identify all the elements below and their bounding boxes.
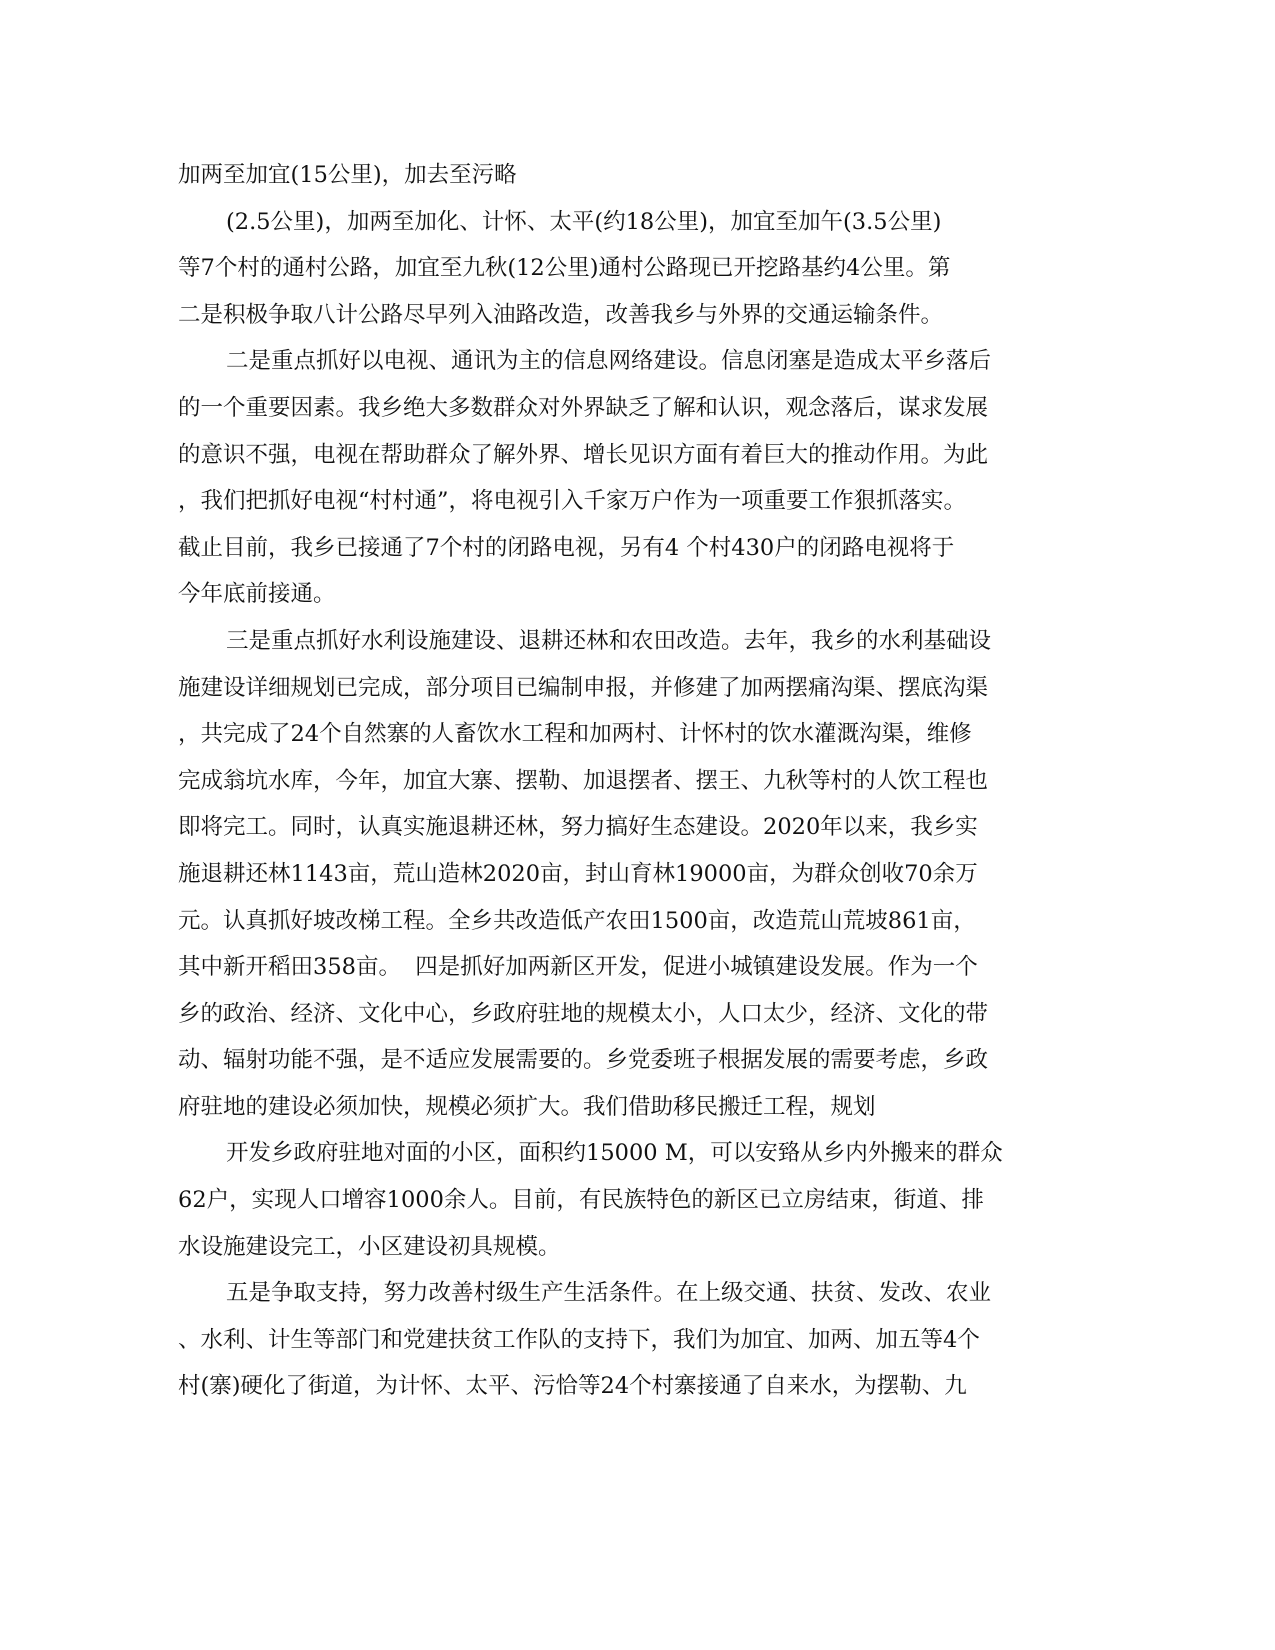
text-line: 村(寨)硬化了街道，为计怀、太平、污恰等24个村寨接通了自来水，为摆勒、九 xyxy=(178,1373,967,1400)
text-line: 三是重点抓好水利设施建设、退耕还林和农田改造。去年，我乡的水利基础设 xyxy=(226,627,992,654)
text-line: 水设施建设完工，小区建设初具规模。 xyxy=(178,1233,561,1260)
text-line: 动、辐射功能不强，是不适应发展需要的。乡党委班子根据发展的需要考虑，乡政 xyxy=(178,1047,989,1074)
document-page xyxy=(178,152,1048,1410)
text-line: 今年底前接通。 xyxy=(178,581,336,608)
text-line: 的意识不强，电视在帮助群众了解外界、增长见识方面有着巨大的推动作用。为此 xyxy=(178,441,989,468)
text-line: 的一个重要因素。我乡绝大多数群众对外界缺乏了解和认识，观念落后，谋求发展 xyxy=(178,394,989,421)
text-line: 二是积极争取八计公路尽早列入油路改造，改善我乡与外界的交通运输条件。 xyxy=(178,301,944,328)
text-line: 即将完工。同时，认真实施退耕还林，努力搞好生态建设。2020年以来，我乡实 xyxy=(178,814,978,841)
text-line: (2.5公里)，加两至加化、计怀、太平(约18公里)，加宜至加午(3.5公里) xyxy=(226,208,942,235)
text-line: 、水利、计生等部门和党建扶贫工作队的支持下，我们为加宜、加两、加五等4个 xyxy=(178,1326,980,1353)
text-line: 府驻地的建设必须加快，规模必须扩大。我们借助移民搬迁工程，规划 xyxy=(178,1093,876,1120)
text-line: ，共完成了24个自然寨的人畜饮水工程和加两村、计怀村的饮水灌溉沟渠，维修 xyxy=(178,721,972,748)
text-line: 施建设详细规划已完成，部分项目已编制申报，并修建了加两摆痛沟渠、摆底沟渠 xyxy=(178,674,989,701)
text-line: 完成翁坑水库，今年，加宜大寨、摆勒、加退摆者、摆王、九秋等村的人饮工程也 xyxy=(178,767,989,794)
text-line: 开发乡政府驻地对面的小区，面积约15000 M，可以安臵从乡内外搬来的群众 xyxy=(226,1140,1003,1167)
text-line: 施退耕还林1143亩，荒山造林2020亩，封山育林19000亩，为群众创收70余万 xyxy=(178,860,978,887)
text-line: 等7个村的通村公路，加宜至九秋(12公里)通村公路现已开挖路基约4公里。第 xyxy=(178,255,951,282)
text-line: 乡的政治、经济、文化中心，乡政府驻地的规模太小，人口太少，经济、文化的带 xyxy=(178,1000,989,1027)
text-line: 元。认真抓好坡改梯工程。全乡共改造低产农田1500亩，改造荒山荒坡861亩， xyxy=(178,907,976,934)
text-line: 其中新开稻田358亩。 四是抓好加两新区开发，促进小城镇建设发展。作为一个 xyxy=(178,954,978,981)
text-line: 截止目前，我乡已接通了7个村的闭路电视，另有4 个村430户的闭路电视将于 xyxy=(178,534,955,561)
text-line: 62户，实现人口增容1000余人。目前，有民族特色的新区已立房结束，街道、排 xyxy=(178,1187,984,1214)
text-line: ，我们把抓好电视“村村通”，将电视引入千家万户作为一项重要工作狠抓落实。 xyxy=(178,488,967,515)
text-line: 五是争取支持，努力改善村级生产生活条件。在上级交通、扶贫、发改、农业 xyxy=(226,1280,992,1307)
text-line: 加两至加宜(15公里)，加去至污略 xyxy=(178,162,517,188)
text-line: 二是重点抓好以电视、通讯为主的信息网络建设。信息闭塞是造成太平乡落后 xyxy=(226,348,992,375)
